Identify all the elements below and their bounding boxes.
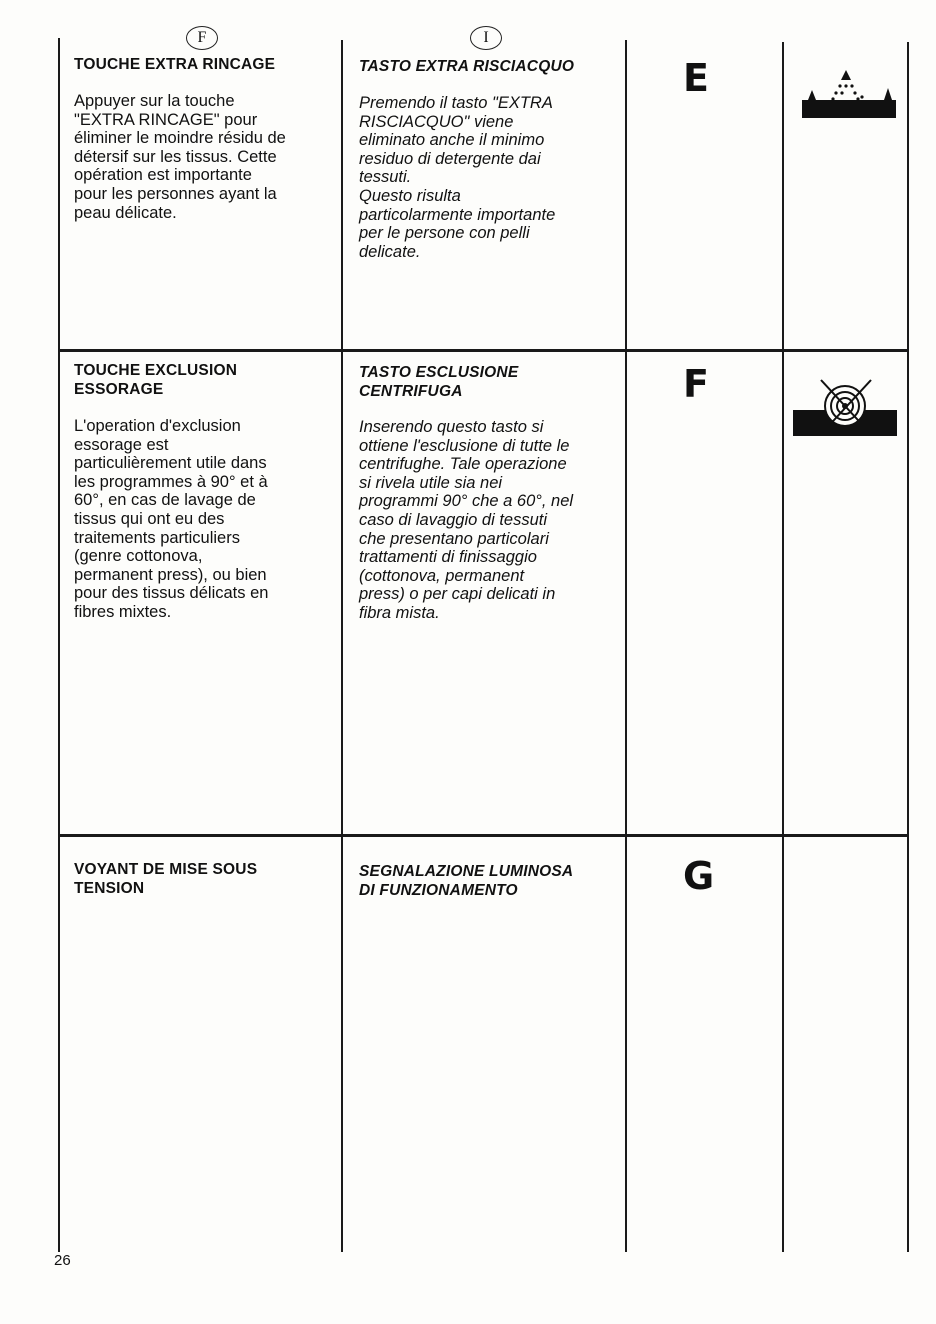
extra-rinse-icon	[800, 66, 900, 122]
italian-language-mark: I	[470, 26, 502, 50]
column-divider-fr-it	[341, 40, 343, 1252]
section-e-it-title: TASTO EXTRA RISCIACQUO	[359, 58, 575, 75]
section-f-fr-body: L'operation d'exclusion essorage est particulièrement utile dans les programmes à 90° et à 60°, en cas de lavage de tissus qui ont eu des traitements particuliers (genre cottonova, permanent press), ou bien pour des tissus délicats en fibres mixtes.	[74, 417, 269, 621]
french-language-mark: F	[186, 26, 218, 50]
spin-exclusion-icon	[793, 374, 899, 440]
section-e-letter: E	[683, 56, 709, 100]
page-number: 26	[54, 1252, 71, 1269]
section-g-letter: G	[683, 854, 715, 898]
column-divider-it-letter	[625, 40, 627, 1252]
column-divider-letter-icon	[782, 42, 784, 1252]
section-e-fr-title: TOUCHE EXTRA RINCAGE	[74, 56, 276, 73]
section-f-letter: F	[683, 362, 709, 406]
section-g-fr-title: VOYANT DE MISE SOUS TENSION	[74, 861, 258, 897]
section-f-it-title: TASTO ESCLUSIONE CENTRIFUGA	[359, 364, 519, 400]
section-f-fr-title: TOUCHE EXCLUSION ESSORAGE	[74, 362, 238, 398]
section-g-it-title: SEGNALAZIONE LUMINOSA DI FUNZIONAMENTO	[359, 863, 574, 899]
row-divider-1	[58, 349, 909, 352]
section-e-it-body: Premendo il tasto "EXTRA RISCIACQUO" viene eliminato anche il minimo residuo di detergente dai tessuti. Questo risulta particolarmente importante per le persone con pelli delicate.	[359, 94, 556, 261]
column-divider-right	[907, 42, 909, 1252]
row-divider-2	[58, 834, 909, 837]
section-f-it-body: Inserendo questo tasto si ottiene l'esclusione di tutte le centrifughe. Tale operazione si rivela utile sia nei programmi 90° che a 60°, nel caso di lavaggio di tessuti che presentano particolari trattamenti di finissaggio (cottonova, permanent press) o per capi delicati in fibra mista.	[359, 418, 574, 622]
column-divider-left	[58, 38, 60, 1252]
section-e-fr-body: Appuyer sur la touche "EXTRA RINCAGE" pour éliminer le moindre résidu de détersif sur les tissus. Cette opération est importante pour les personnes ayant la peau délicate.	[74, 92, 286, 222]
